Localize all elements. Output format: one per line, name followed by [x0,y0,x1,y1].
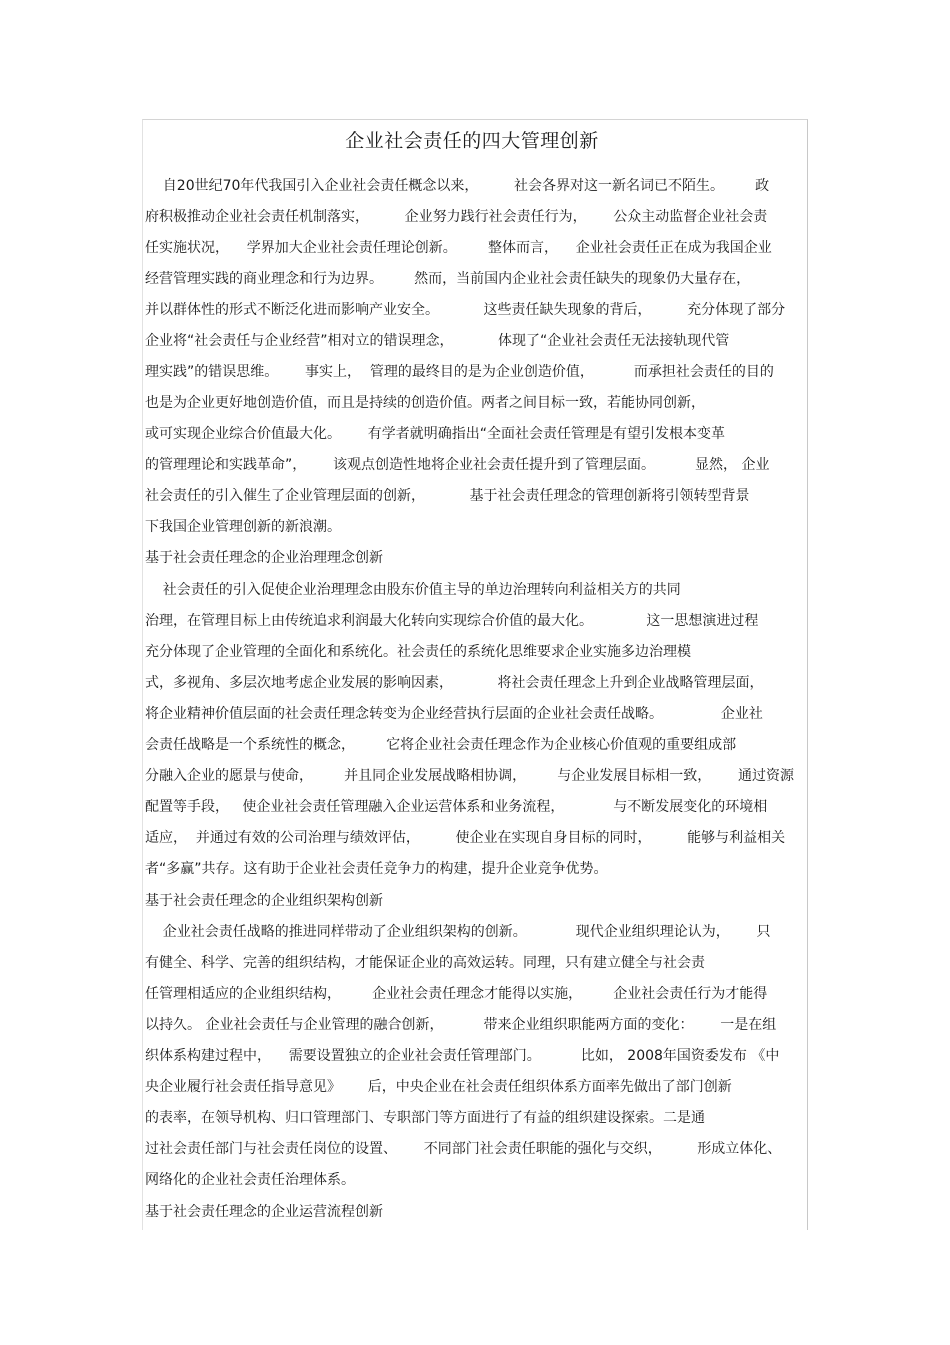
section-heading: 基于社会责任理念的企业治理理念创新 [145,550,383,566]
text-line: 府积极推动企业社会责任机制落实， 企业努力践行社会责任行为， 公众主动监督企业社会责 [145,209,768,225]
text-line: 的表率，在领导机构、归口管理部门、专职部门等方面进行了有益的组织建设探索。二是通 [145,1110,705,1126]
text-line: 社会责任的引入催生了企业管理层面的创新， 基于社会责任理念的管理创新将引领转型背景 [145,488,750,504]
document-title: 企业社会责任的四大管理创新 [345,130,599,152]
section-heading: 基于社会责任理念的企业运营流程创新 [145,1204,383,1220]
text-line: 过社会责任部门与社会责任岗位的设置、 不同部门社会责任职能的强化与交织， 形成立体化、 [145,1141,782,1157]
text-line: 央企业履行社会责任指导意见》 后，中央企业在社会责任组织体系方面率先做出了部门创新 [145,1079,732,1095]
text-line: 自20世纪70年代我国引入企业社会责任概念以来， 社会各界对这一新名词已不陌生。 政 [145,178,770,194]
text-line: 并以群体性的形式不断泛化进而影响产业安全。 这些责任缺失现象的背后， 充分体现了部分 [145,302,786,318]
text-line: 或可实现企业综合价值最大化。 有学者就明确指出“全面社会责任管理是有望引发根本变革 [145,426,725,442]
text-line: 任管理相适应的企业组织结构， 企业社会责任理念才能得以实施， 企业社会责任行为才能得 [145,986,768,1002]
text-line: 下我国企业管理创新的新浪潮。 [145,519,341,535]
text-line: 经营管理实践的商业理念和行为边界。 然而，当前国内企业社会责任缺失的现象仍大量存在， [145,271,751,287]
text-line: 有健全、科学、完善的组织结构，才能保证企业的高效运转。同理，只有建立健全与社会责 [145,955,705,971]
text-line: 充分体现了企业管理的全面化和系统化。社会责任的系统化思维要求企业实施多边治理模 [145,644,691,660]
text-line: 治理，在管理目标上由传统追求利润最大化转向实现综合价值的最大化。 这一思想演进过程 [145,613,759,629]
text-line: 任实施状况， 学界加大企业社会责任理论创新。 整体而言， 企业社会责任正在成为我国企业 [145,240,772,256]
section-heading: 基于社会责任理念的企业组织架构创新 [145,893,383,909]
text-line: 配置等手段， 使企业社会责任管理融入企业运营体系和业务流程， 与不断发展变化的环境相 [145,799,768,815]
text-line: 的管理理论和实践革命”， 该观点创造性地将企业社会责任提升到了管理层面。 显然， 企业 [145,457,770,473]
text-line: 式，多视角、多层次地考虑企业发展的影响因素， 将社会责任理念上升到企业战略管理层面， [145,675,764,691]
text-line: 织体系构建过程中， 需要设置独立的企业社会责任管理部门。 比如， 2008年国资委发布 《中 [145,1048,780,1064]
text-line: 以持久。 企业社会责任与企业管理的融合创新， 带来企业组织职能两方面的变化： 一是在组 [145,1017,777,1033]
text-line: 社会责任的引入促使企业治理理念由股东价值主导的单边治理转向利益相关方的共同 [145,582,681,598]
text-line: 将企业精神价值层面的社会责任理念转变为企业经营执行层面的企业社会责任战略。 企业社 [145,706,763,722]
text-line: 者“多赢”共存。这有助于企业社会责任竞争力的构建，提升企业竞争优势。 [145,861,608,877]
text-line: 适应， 并通过有效的公司治理与绩效评估， 使企业在实现自身目标的同时， 能够与利益相关 [145,830,786,846]
text-line: 企业将“社会责任与企业经营”相对立的错误理念， 体现了“企业社会责任无法接轨现代管 [145,333,730,349]
text-line: 网络化的企业社会责任治理体系。 [145,1172,355,1188]
text-line: 企业社会责任战略的推进同样带动了企业组织架构的创新。 现代企业组织理论认为， 只 [145,924,771,940]
text-line: 分融入企业的愿景与使命， 并且同企业发展战略相协调， 与企业发展目标相一致， 通过资源 [145,768,795,784]
text-line: 理实践”的错误思维。 事实上， 管理的最终目的是为企业创造价值， 而承担社会责任的目的 [145,364,774,380]
text-line: 会责任战略是一个系统性的概念， 它将企业社会责任理念作为企业核心价值观的重要组成部 [145,737,737,753]
text-line: 也是为企业更好地创造价值，而且是持续的创造价值。两者之间目标一致，若能协同创新， [145,395,705,411]
